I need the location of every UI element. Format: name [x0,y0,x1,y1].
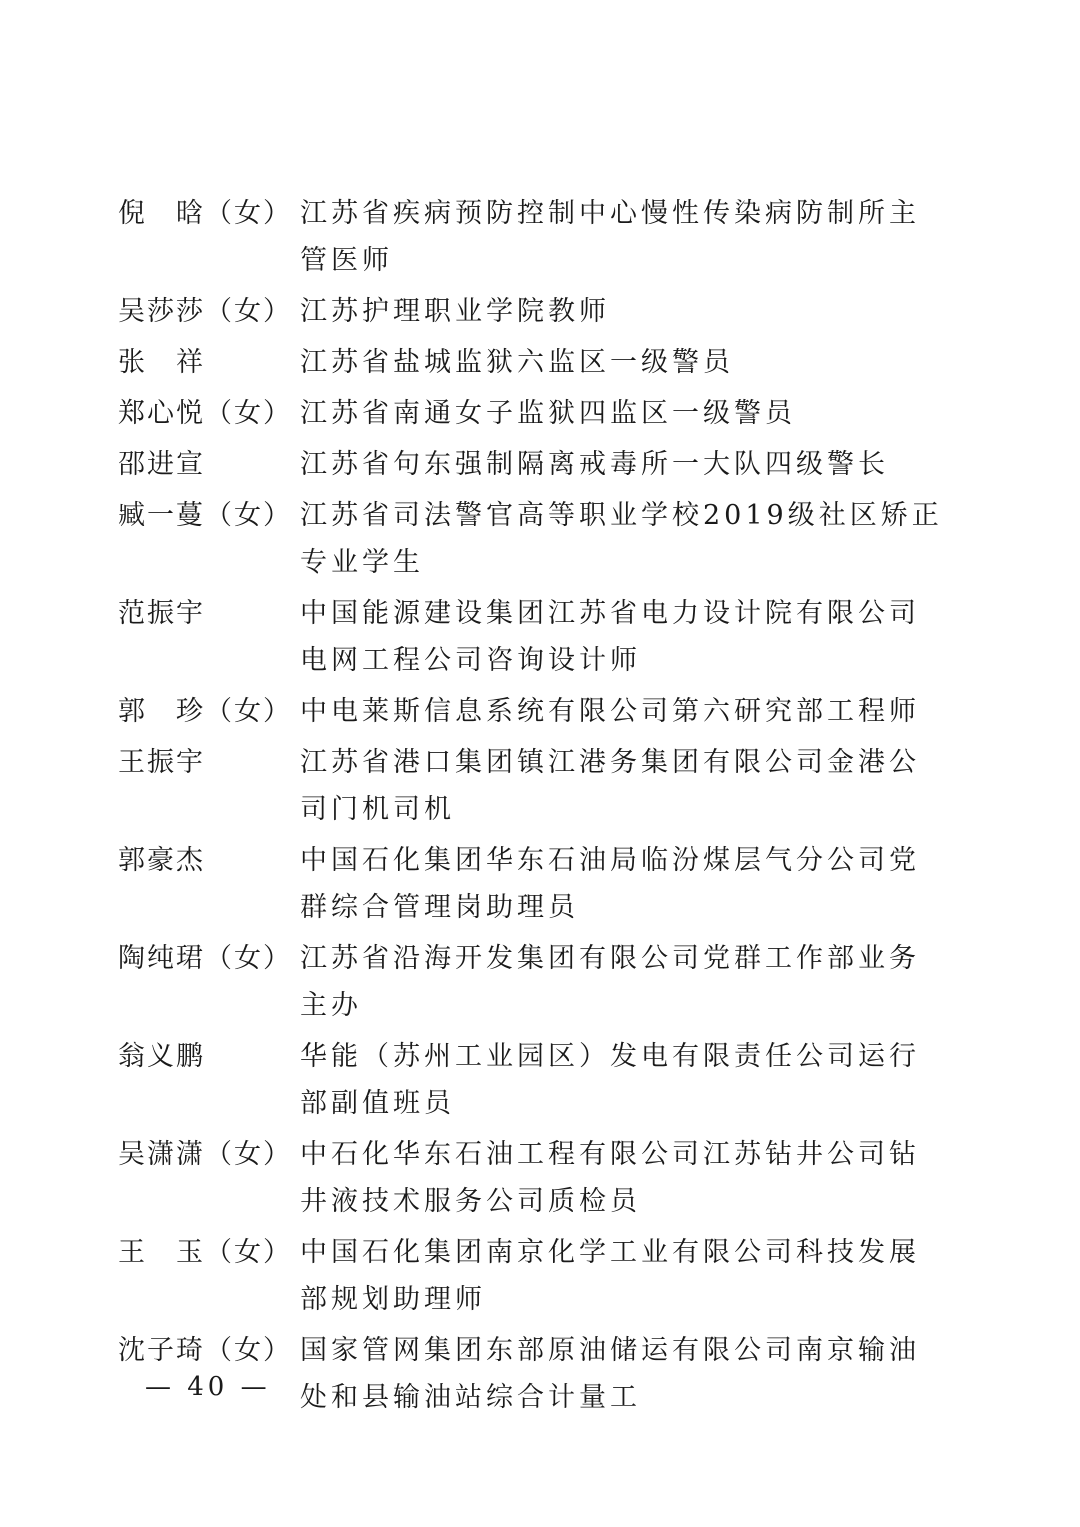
list-item [118,590,948,684]
person-organization: 中国石化集团华东石油局临汾煤层气分公司党群综合管理岗助理员 [300,845,920,923]
page-number: — 40 — [145,1372,271,1402]
list-item [118,739,948,833]
person-name: 邵进宣 [118,449,205,480]
list-item [118,492,948,586]
person-organization: 华能（苏州工业园区）发电有限责任公司运行部副值班员 [300,1041,920,1119]
list-item [118,837,948,931]
person-name: 倪 晗（女） [118,198,292,229]
person-name: 张 祥 [118,347,205,378]
person-organization: 中石化华东石油工程有限公司江苏钻井公司钻井液技术服务公司质检员 [300,1139,920,1217]
honoree-list [118,190,948,1425]
person-name: 郭豪杰 [118,845,205,876]
person-organization: 江苏省句东强制隔离戒毒所一大队四级警长 [300,449,889,480]
list-item [118,935,948,1029]
person-organization: 江苏省盐城监狱六监区一级警员 [300,347,734,378]
person-organization: 江苏省沿海开发集团有限公司党群工作部业务主办 [300,943,920,1021]
list-item [118,1033,948,1127]
person-organization: 中国能源建设集团江苏省电力设计院有限公司电网工程公司咨询设计师 [300,598,920,676]
person-organization: 江苏省港口集团镇江港务集团有限公司金港公司门机司机 [300,747,920,825]
list-item [118,190,948,284]
list-item [118,339,948,386]
list-item [118,288,948,335]
person-name: 沈子琦（女） [118,1335,292,1366]
person-name: 郑心悦（女） [118,398,292,429]
person-name: 臧一蔓（女） [118,500,292,531]
list-item [118,390,948,437]
person-name: 王 玉（女） [118,1237,292,1268]
person-name: 翁义鹏 [118,1041,205,1072]
list-item [118,1131,948,1225]
person-organization: 江苏护理职业学院教师 [300,296,610,327]
person-name: 王振宇 [118,747,205,778]
person-name: 吴莎莎（女） [118,296,292,327]
person-organization: 江苏省司法警官高等职业学校2019级社区矫正专业学生 [300,500,943,578]
person-organization: 中国石化集团南京化学工业有限公司科技发展部规划助理师 [300,1237,920,1315]
person-organization: 中电莱斯信息系统有限公司第六研究部工程师 [300,696,920,727]
person-organization: 江苏省南通女子监狱四监区一级警员 [300,398,796,429]
person-organization: 江苏省疾病预防控制中心慢性传染病防制所主管医师 [300,198,920,276]
person-name: 陶纯珺（女） [118,943,292,974]
list-item [118,688,948,735]
person-name: 吴潇潇（女） [118,1139,292,1170]
person-organization: 国家管网集团东部原油储运有限公司南京输油处和县输油站综合计量工 [300,1335,920,1413]
person-name: 范振宇 [118,598,205,629]
list-item [118,441,948,488]
list-item [118,1229,948,1323]
person-name: 郭 珍（女） [118,696,292,727]
